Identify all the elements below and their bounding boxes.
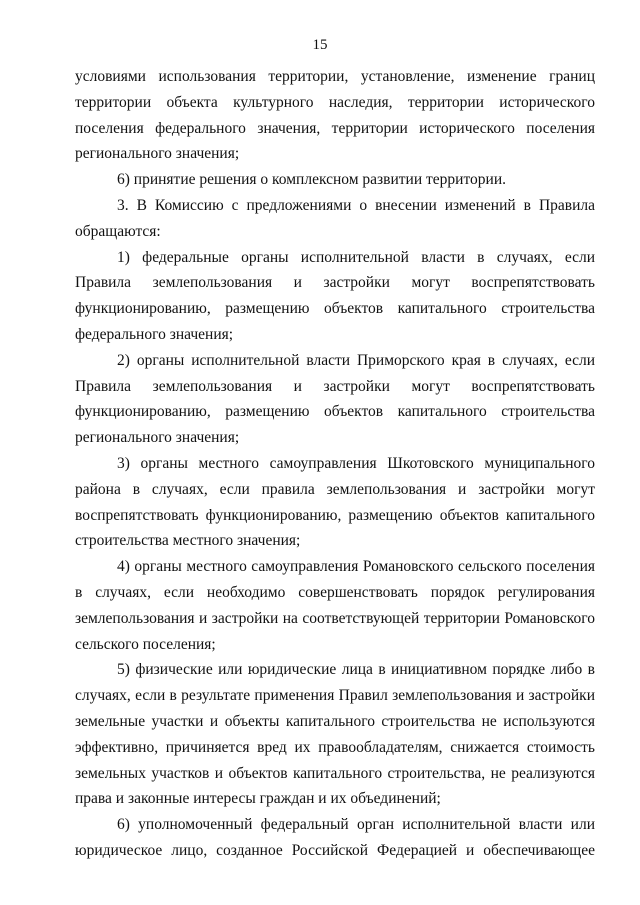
page-number: 15 (312, 37, 328, 53)
paragraph: 6) принятие решения о комплексном развитии территории. (117, 171, 506, 189)
paragraph: 3) органы местного самоуправления Шкотовского муниципального района в случаях, если правила землепользования и застройки могут воспрепятствовать функционированию, размещению объектов капитального строительства местного значения; (75, 454, 595, 550)
paragraph: 3. В Комиссию с предложениями о внесении изменений в Правила обращаются: (75, 196, 595, 240)
paragraph: 5) физические или юридические лица в инициативном порядке либо в случаях, если в результате применения Правил землепользования и застройки земельные участки и объекты капитального строительства не используются эффективно, причиняется вред их правообладателям, снижается стоимость земельных участков и объектов капитального строительства, не реализуются права и законные интересы граждан и их объединений; (75, 661, 595, 808)
paragraph: 2) органы исполнительной власти Приморского края в случаях, если Правила землепользования и застройки могут воспрепятствовать функционированию, размещению объектов капитального строительства регионального значения; (75, 351, 595, 447)
paragraph: 4) органы местного самоуправления Романовского сельского поселения в случаях, если необходимо совершенствовать порядок регулирования землепользования и застройки на соответствующей территории Романовского сельского поселения; (75, 558, 595, 653)
paragraph: 1) федеральные органы исполнительной власти в случаях, если Правила землепользования и застройки могут воспрепятствовать функционированию, размещению объектов капитального строительства федерального значения; (75, 248, 595, 343)
paragraph: условиями использования территории, установление, изменение границ территории объекта культурного наследия, территории исторического поселения федерального значения, территории исторического поселения регионального значения; (75, 68, 595, 163)
paragraph: 6) уполномоченный федеральный орган исполнительной власти или юридическое лицо, созданное Российской Федерацией и обеспечивающее (75, 816, 595, 859)
document-body (75, 64, 595, 864)
